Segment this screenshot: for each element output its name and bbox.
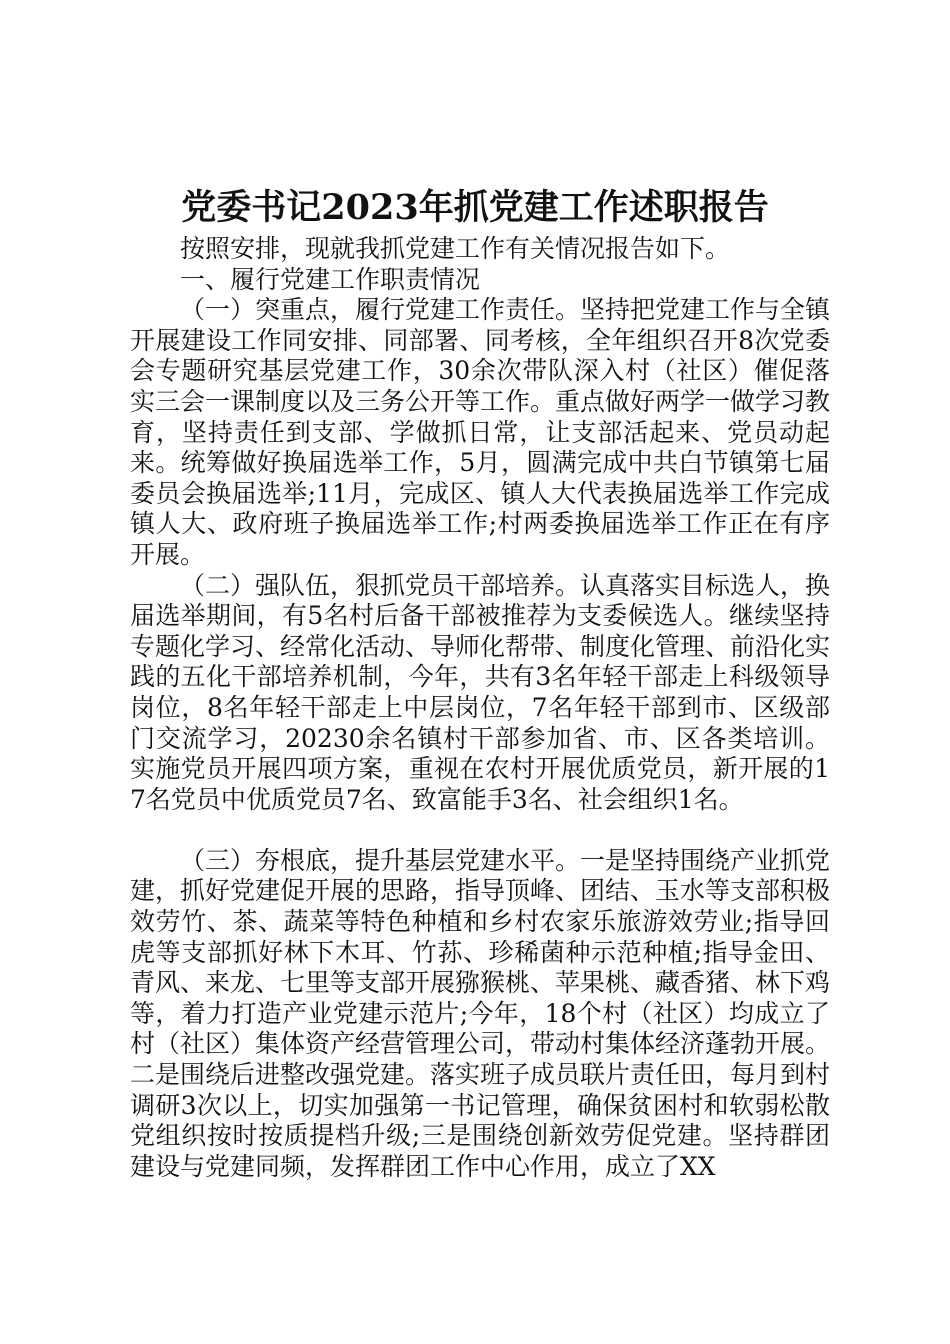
paragraph-1: （一）突重点，履行党建工作责任。坚持把党建工作与全镇开展建设工作同安排、同部署、同考核，全年组织召开8次党委会专题研究基层党建工作，30余次带队深入村（社区）催促落实三会一课制度以及三务公开等工作。重点做好两学一做学习教育，坚持责任到支部、学做抓日常，让支部活起来、党员动起来。统筹做好换届选举工作，5月，圆满完成中共白节镇第七届委员会换届选举;11月，完成区、镇人大代表换届选举工作完成镇人大、政府班子换届选举工作;村两委换届选举工作正在有序开展。 [130,295,831,569]
paragraph-3: （三）夯根底，提升基层党建水平。一是坚持围绕产业抓党建，抓好党建促开展的思路，指导顶峰、团结、玉水等支部积极效劳竹、茶、蔬菜等特色种植和乡村农家乐旅游效劳业;指导回虎等支部抓好林下木耳、竹荪、珍稀菌种示范种植;指导金田、青风、来龙、七里等支部开展猕猴桃、苹果桃、藏香猪、林下鸡等，着力打造产业党建示范片;今年，18个村（社区）均成立了村（社区）集体资产经营管理公司，带动村集体经济蓬勃开展。二是围绕后进整改强党建。落实班子成员联片责任田，每月到村调研3次以上，切实加强第一书记管理，确保贫困村和软弱松散党组织按时按质提档升级;三是围绕创新效劳促党建。坚持群团建设与党建同频，发挥群团工作中心作用，成立了XX [130,845,831,1181]
section-heading: 一、履行党建工作职责情况 [180,264,481,294]
document-body [130,234,830,1182]
document-title: 党委书记2023年抓党建工作述职报告 [181,187,769,228]
intro-paragraph: 按照安排，现就我抓党建工作有关情况报告如下。 [180,234,731,263]
paragraph-2: （二）强队伍，狠抓党员干部培养。认真落实目标选人，换届选举期间，有5名村后备干部被推荐为支委候选人。继续坚持专题化学习、经常化活动、导师化帮带、制度化管理、前沿化实践的五化干部培养机制，今年，共有3名年轻干部走上科级领导岗位，8名年轻干部走上中层岗位，7名年轻干部到市、区级部门交流学习，20230余名镇村干部参加省、市、区各类培训。实施党员开展四项方案，重视在农村开展优质党员，新开展的17名党员中优质党员7名、致富能手3名、社会组织1名。 [130,570,831,814]
